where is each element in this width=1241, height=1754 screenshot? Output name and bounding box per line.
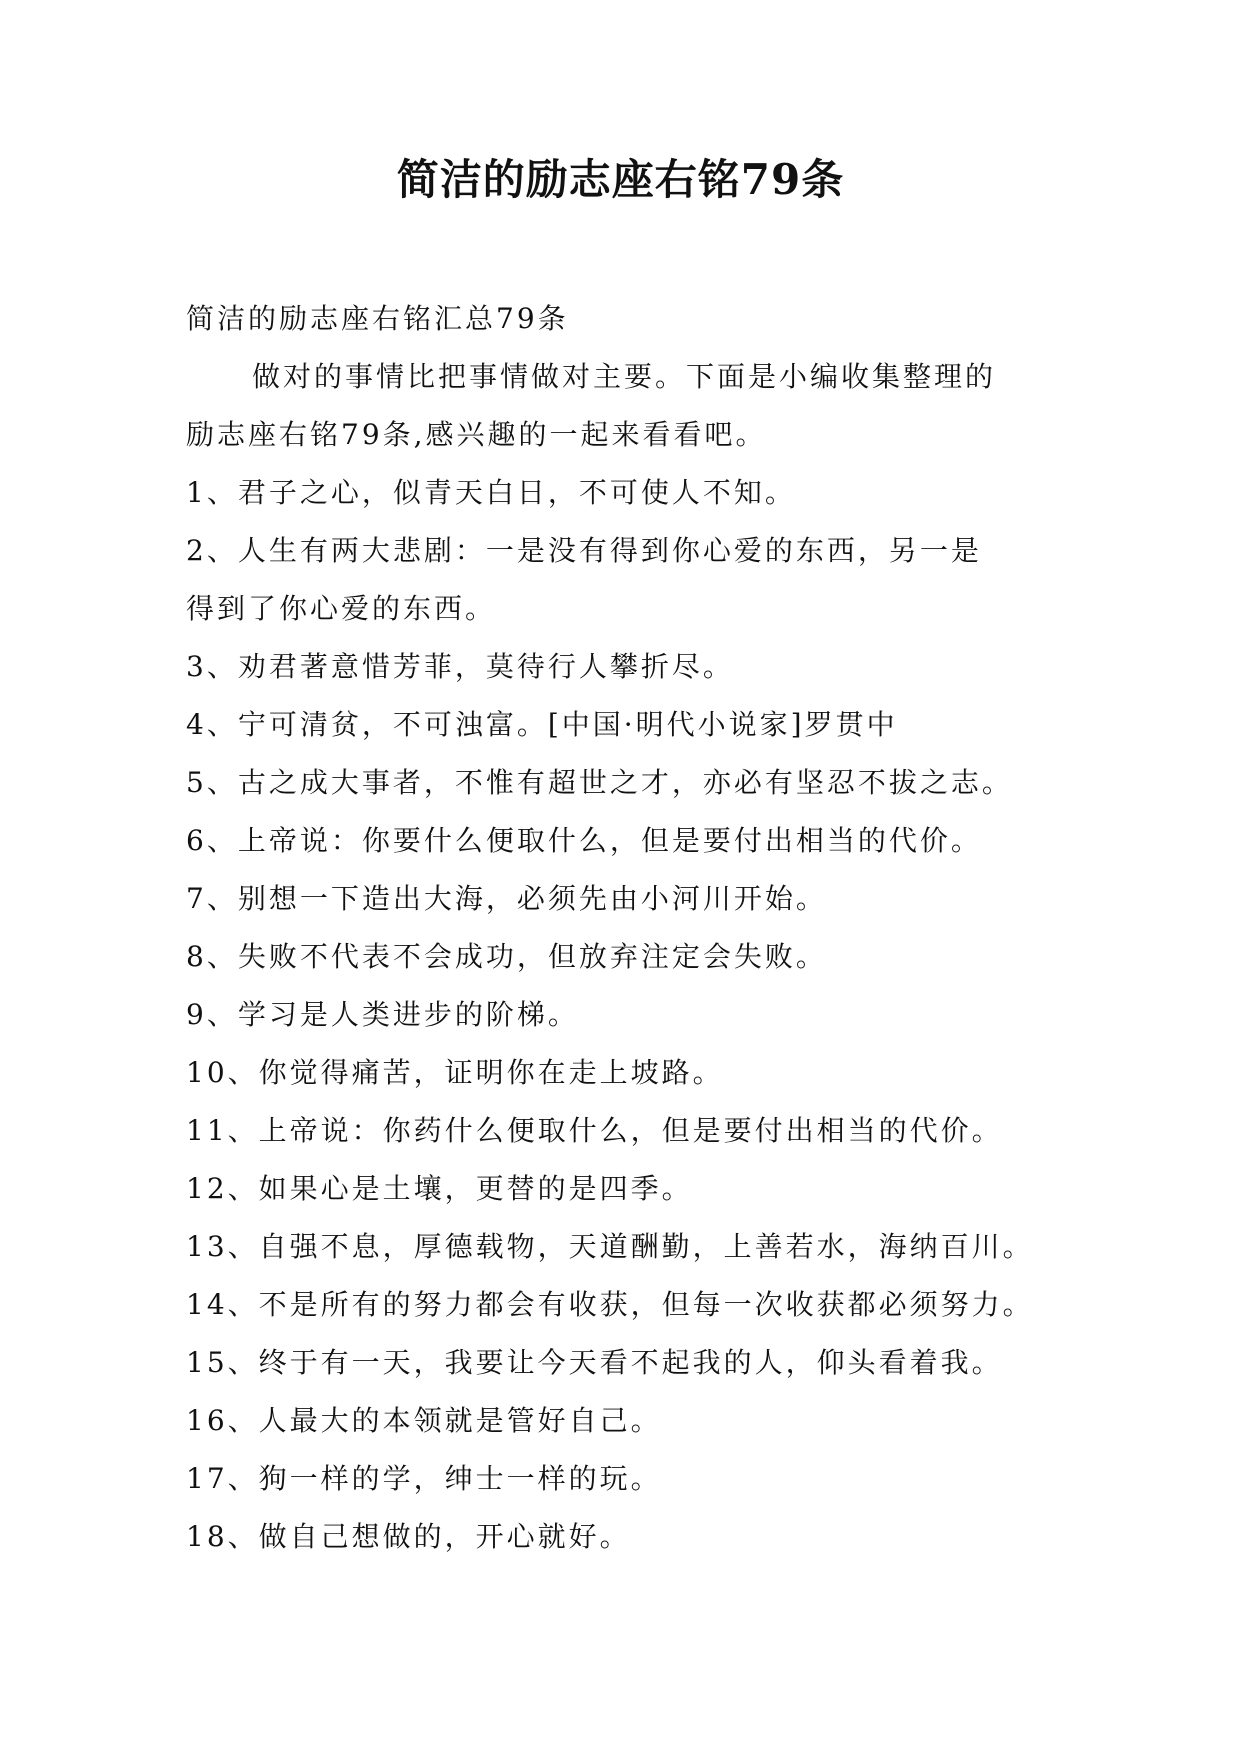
document-body — [186, 290, 1076, 1566]
list-item-continuation: 得到了你心爱的东西。 — [186, 592, 497, 625]
list-item: 6、上帝说：你要什么便取什么，但是要付出相当的代价。 — [186, 824, 982, 857]
intro-line-1: 做对的事情比把事情做对主要。下面是小编收集整理的 — [252, 360, 997, 393]
list-item: 17、狗一样的学，绅士一样的玩。 — [186, 1462, 662, 1495]
list-item: 1、君子之心，似青天白日，不可使人不知。 — [186, 476, 796, 509]
list-item: 15、终于有一天，我要让今天看不起我的人，仰头看着我。 — [186, 1346, 1003, 1379]
list-item: 10、你觉得痛苦，证明你在走上坡路。 — [186, 1056, 724, 1089]
list-item: 16、人最大的本领就是管好自己。 — [186, 1404, 662, 1437]
list-item: 5、古之成大事者，不惟有超世之才，亦必有坚忍不拔之志。 — [186, 766, 1013, 799]
list-item: 8、失败不代表不会成功，但放弃注定会失败。 — [186, 940, 827, 973]
list-item: 2、人生有两大悲剧：一是没有得到你心爱的东西，另一是 — [186, 534, 982, 567]
document-title: 简洁的励志座右铭79条 — [396, 155, 845, 204]
list-item: 18、做自己想做的，开心就好。 — [186, 1520, 631, 1553]
intro-line-2: 励志座右铭79条,感兴趣的一起来看看吧。 — [186, 418, 767, 451]
list-item: 7、别想一下造出大海，必须先由小河川开始。 — [186, 882, 827, 915]
list-item: 9、学习是人类进步的阶梯。 — [186, 998, 579, 1031]
list-item: 12、如果心是土壤，更替的是四季。 — [186, 1172, 693, 1205]
list-item: 14、不是所有的努力都会有收获，但每一次收获都必须努力。 — [186, 1288, 1034, 1321]
list-item: 4、宁可清贫，不可浊富。[中国·明代小说家]罗贯中 — [186, 708, 898, 741]
list-item: 13、自强不息，厚德载物，天道酬勤，上善若水，海纳百川。 — [186, 1230, 1034, 1263]
list-item: 3、劝君著意惜芳菲，莫待行人攀折尽。 — [186, 650, 734, 683]
motto-list — [186, 464, 1076, 1566]
document-subtitle: 简洁的励志座右铭汇总79条 — [186, 302, 569, 335]
list-item: 11、上帝说：你药什么便取什么，但是要付出相当的代价。 — [186, 1114, 1003, 1147]
